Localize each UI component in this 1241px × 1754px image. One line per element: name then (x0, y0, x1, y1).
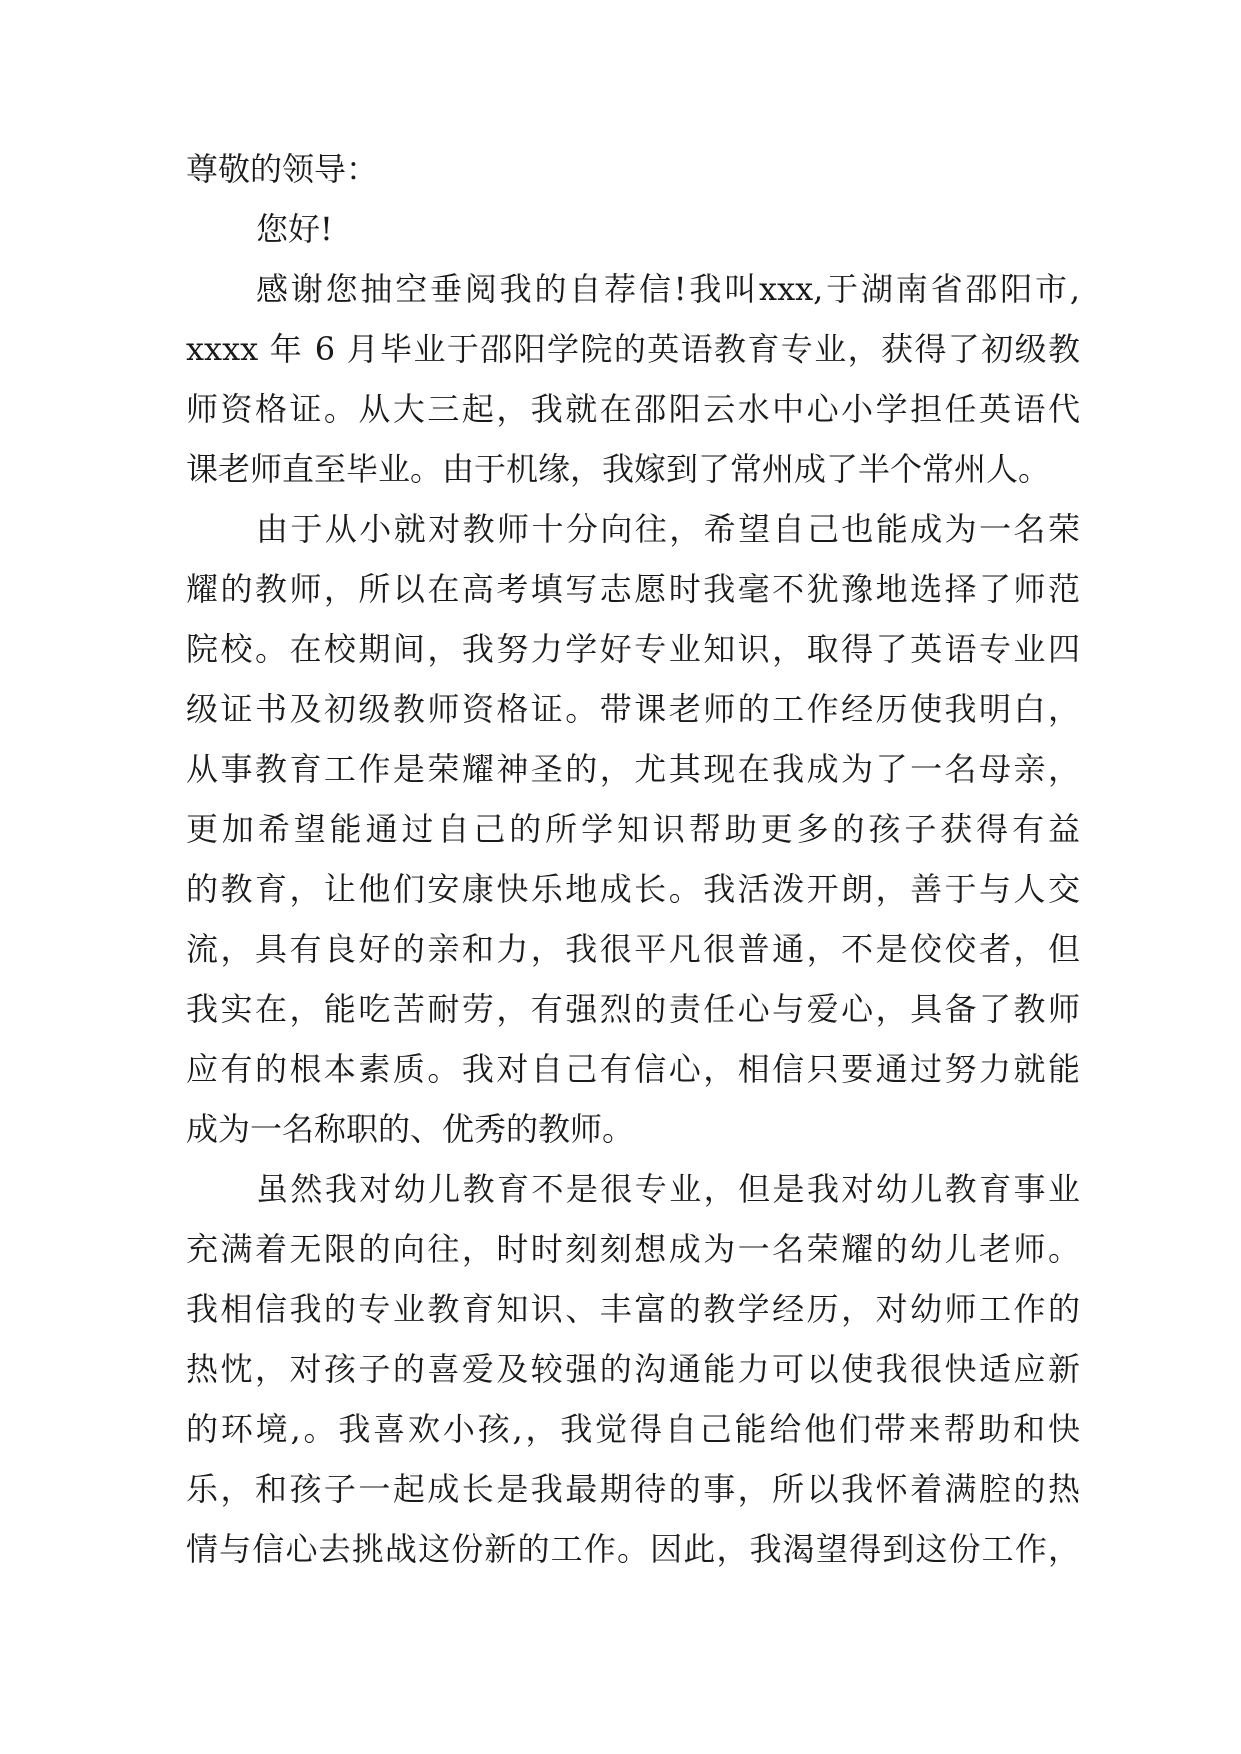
text-line: 的教育，让他们安康快乐地成长。我活泼开朗，善于与人交 (186, 870, 1080, 908)
text-line: 情与信心去挑战这份新的工作。因此，我渴望得到这份工作， (186, 1530, 1080, 1568)
text-line: 从事教育工作是荣耀神圣的，尤其现在我成为了一名母亲， (186, 750, 1080, 788)
text-line: 课老师直至毕业。由于机缘，我嫁到了常州成了半个常州人。 (186, 450, 1051, 488)
text-line: 院校。在校期间，我努力学好专业知识，取得了英语专业四 (186, 630, 1080, 668)
text-line: 我实在，能吃苦耐劳，有强烈的责任心与爱心，具备了教师 (186, 990, 1080, 1028)
text-line: 乐，和孩子一起成长是我最期待的事，所以我怀着满腔的热 (186, 1470, 1080, 1508)
text-line: 感谢您抽空垂阅我的自荐信!我叫xxx,于湖南省邵阳市, (256, 270, 1080, 308)
text-line: 耀的教师，所以在高考填写志愿时我毫不犹豫地选择了师范 (186, 570, 1080, 608)
text-line: 充满着无限的向往，时时刻刻想成为一名荣耀的幼儿老师。 (186, 1230, 1080, 1268)
text-line: 应有的根本素质。我对自己有信心，相信只要通过努力就能 (186, 1050, 1080, 1088)
text-line: 热忱，对孩子的喜爱及较强的沟通能力可以使我很快适应新 (186, 1350, 1080, 1388)
text-line: 成为一名称职的、优秀的教师。 (186, 1110, 635, 1148)
text-line: 我相信我的专业教育知识、丰富的教学经历，对幼师工作的 (186, 1290, 1080, 1328)
text-line: 虽然我对幼儿教育不是很专业，但是我对幼儿教育事业 (256, 1170, 1080, 1208)
text-line: 流，具有良好的亲和力，我很平凡很普通，不是佼佼者，但 (186, 930, 1080, 968)
text-line: 师资格证。从大三起，我就在邵阳云水中心小学担任英语代 (186, 390, 1080, 428)
text-line: 由于从小就对教师十分向往，希望自己也能成为一名荣 (256, 510, 1080, 548)
text-line: 的环境,。我喜欢小孩,，我觉得自己能给他们带来帮助和快 (186, 1410, 1080, 1448)
greeting: 您好! (256, 210, 333, 248)
text-line: xxxx 年 6 月毕业于邵阳学院的英语教育专业，获得了初级教 (186, 330, 1080, 368)
salutation: 尊敬的领导： (186, 150, 379, 188)
text-line: 更加希望能通过自己的所学知识帮助更多的孩子获得有益 (186, 810, 1080, 848)
text-line: 级证书及初级教师资格证。带课老师的工作经历使我明白， (186, 690, 1080, 728)
